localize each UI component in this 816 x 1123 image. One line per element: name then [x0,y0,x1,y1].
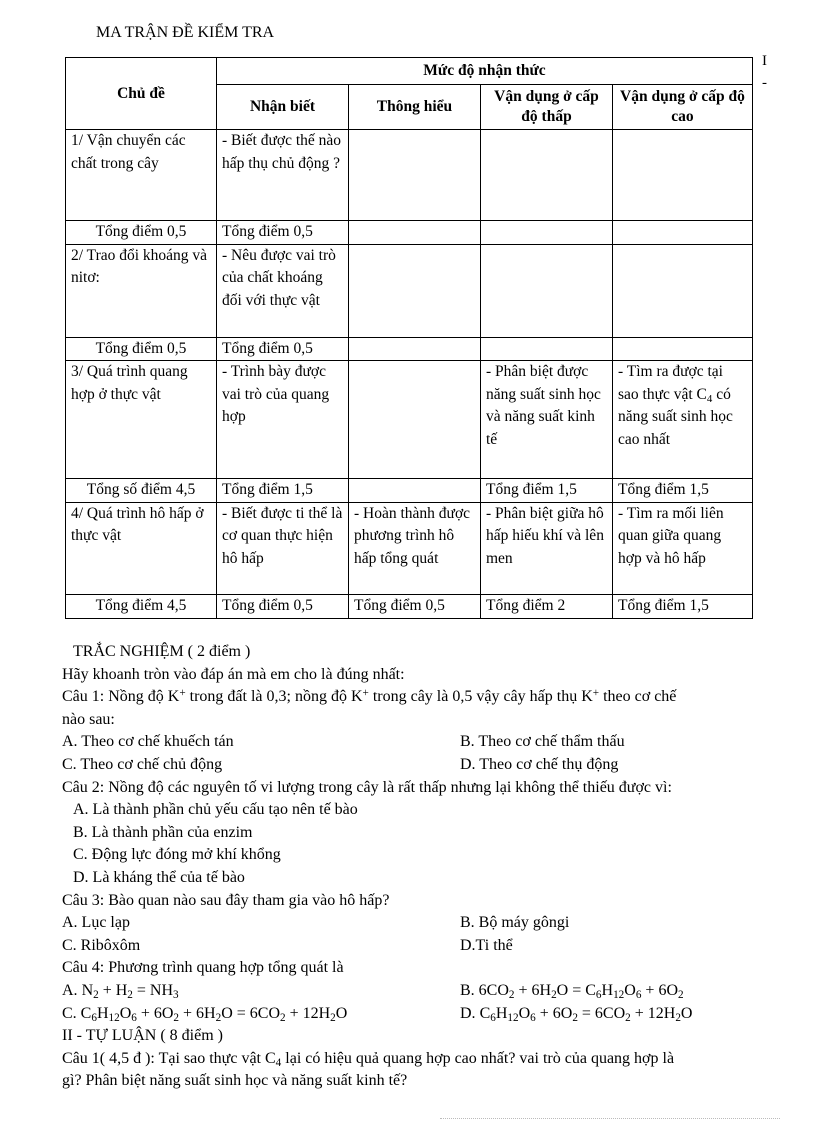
q1-option-c[interactable]: C. Theo cơ chế chủ động [62,755,223,773]
question-4-text: Câu 4: Phương trình quang hợp tổng quát là [62,959,344,977]
q3-option-b[interactable]: B. Bộ máy gôngi [460,914,570,932]
question-3-text: Câu 3: Bào quan nào sau đây tham gia vào hô hấp? [62,891,390,909]
question-1-text-cont: nào sau: [62,710,115,728]
quiz-heading: TRẮC NGHIỆM ( 2 điểm ) [73,643,251,660]
table-cell: - Biết được ti thể là cơ quan thực hiện hô hấp [217,502,349,594]
table-cell: - Phân biệt được năng suất sinh học và năng suất kinh tế [481,361,613,479]
q2-option-b[interactable]: B. Là thành phần của enzim [73,823,253,841]
q4-option-c[interactable]: C. $C_6H_{12}O_6 + 6O_2 + 6H_2O = 6CO_2 + 12H_2O$ [62,1004,348,1024]
table-cell: Tổng điểm 1,5 [217,479,349,503]
table-row [66,130,753,221]
table-cell: Tổng điểm 1,5 [613,479,753,503]
table-cell: Tổng điểm 0,5 [349,594,481,618]
document-title: MA TRẬN ĐỀ KIỂM TRA [96,24,275,41]
q1-option-d[interactable]: D. Theo cơ chế thụ động [460,755,619,773]
table-cell: - Hoàn thành được phương trình hô hấp tổng quát [349,502,481,594]
table-cell: Tổng điểm 0,5 [217,594,349,618]
q2-option-d[interactable]: D. Là kháng thể của tế bào [73,868,245,886]
essay-question-1: Câu 1( 4,5 đ ): Tại sao thực vật $C_4$ lại có hiệu quả quang hợp cao nhất? vai trò của quang hợp là [62,1049,675,1069]
table-cell: - Phân biệt giữa hô hấp hiếu khí và lên men [481,502,613,594]
table-cell [613,130,753,221]
essay-heading: II - TỰ LUẬN ( 8 điểm ) [62,1027,223,1045]
q4-option-d[interactable]: D. $C_6H_{12}O_6 + 6O_2 = 6CO_2 + 12H_2O$ [460,1004,693,1024]
table-row [66,594,753,618]
table-cell: Tổng điểm 1,5 [613,594,753,618]
q2-option-a[interactable]: A. Là thành phần chủ yếu cấu tạo nên tế bào [73,801,358,819]
header-level-1: Nhận biết [217,85,349,130]
q3-option-c[interactable]: C. Ribôxôm [62,936,141,954]
table-row [66,221,753,245]
q1-option-a[interactable]: A. Theo cơ chế khuếch tán [62,733,234,751]
table-cell [481,244,613,337]
table-cell: 1/ Vận chuyển các chất trong cây [66,130,217,221]
table-cell [349,337,481,361]
q3-option-a[interactable]: A. Lục lạp [62,914,130,932]
table-row [66,337,753,361]
table-cell: 3/ Quá trình quang hợp ở thực vật [66,361,217,479]
table-cell [481,221,613,245]
table-cell [613,244,753,337]
q3-option-d[interactable]: D.Ti thể [460,936,513,954]
header-level-4: Vận dụng ở cấp độ cao [613,85,753,130]
question-2-text: Câu 2: Nồng độ các nguyên tố vi lượng trong cây là rất thấp nhưng lại không thể thiếu được vì: [62,778,672,796]
table-cell [613,337,753,361]
table-row [66,479,753,503]
table-cell: Tổng điểm 0,5 [217,337,349,361]
table-cell [349,479,481,503]
table-cell: Tổng số điểm 4,5 [66,479,217,503]
table-cell: 2/ Trao đổi khoáng và nitơ: [66,244,217,337]
table-row [66,244,753,337]
quiz-instruction: Hãy khoanh tròn vào đáp án mà em cho là đúng nhất: [62,665,405,683]
q4-option-a[interactable]: A. $N_2 + H_2 = NH_3$ [62,981,179,1001]
table-cell: - Biết được thế nào hấp thụ chủ động ? [217,130,349,221]
table-cell [349,361,481,479]
table-cell: 4/ Quá trình hô hấp ở thực vật [66,502,217,594]
table-cell: Tổng điểm 0,5 [66,337,217,361]
header-level-3: Vận dụng ở cấp độ thấp [481,85,613,130]
table-cell: - Tìm ra được tại sao thực vật $C_4$ có năng suất sinh học cao nhất [613,361,753,479]
table-cell [613,221,753,245]
assessment-matrix-table [65,57,753,619]
question-1-text: Câu 1: Nồng độ K+ trong đất là 0,3; nồng độ K+ trong cây là 0,5 vậy cây hấp thụ K+ theo cơ chế [62,687,677,706]
table-cell [349,221,481,245]
q2-option-c[interactable]: C. Động lực đóng mở khí khổng [73,846,281,864]
q1-option-b[interactable]: B. Theo cơ chế thẩm thấu [460,733,625,751]
test-questions [62,641,782,1093]
table-cell: Tổng điểm 4,5 [66,594,217,618]
table-cell: Tổng điểm 0,5 [217,221,349,245]
table-cell: - Trình bày được vai trò của quang hợp [217,361,349,479]
essay-question-1-cont: gì? Phân biệt năng suất sinh học và năng suất kinh tế? [62,1072,408,1090]
table-cell [349,130,481,221]
table-cell [481,130,613,221]
table-cell [349,244,481,337]
table-cell: Tổng điểm 1,5 [481,479,613,503]
header-cognitive-level: Mức độ nhận thức [217,58,753,85]
table-cell: - Tìm ra mối liên quan giữa quang hợp và hô hấp [613,502,753,594]
table-cell: - Nêu được vai trò của chất khoáng đối với thực vật [217,244,349,337]
table-row [66,502,753,594]
footer-divider [440,1118,780,1119]
table-row [66,361,753,479]
header-topic: Chủ đề [66,58,217,130]
table-cell: Tổng điểm 2 [481,594,613,618]
header-level-2: Thông hiểu [349,85,481,130]
side-mark: I - [762,53,767,91]
table-cell [481,337,613,361]
q4-option-b[interactable]: B. $6CO_2 + 6H_2O = C_6H_{12}O_6 + 6O_2$ [460,981,684,1001]
table-cell: Tổng điểm 0,5 [66,221,217,245]
